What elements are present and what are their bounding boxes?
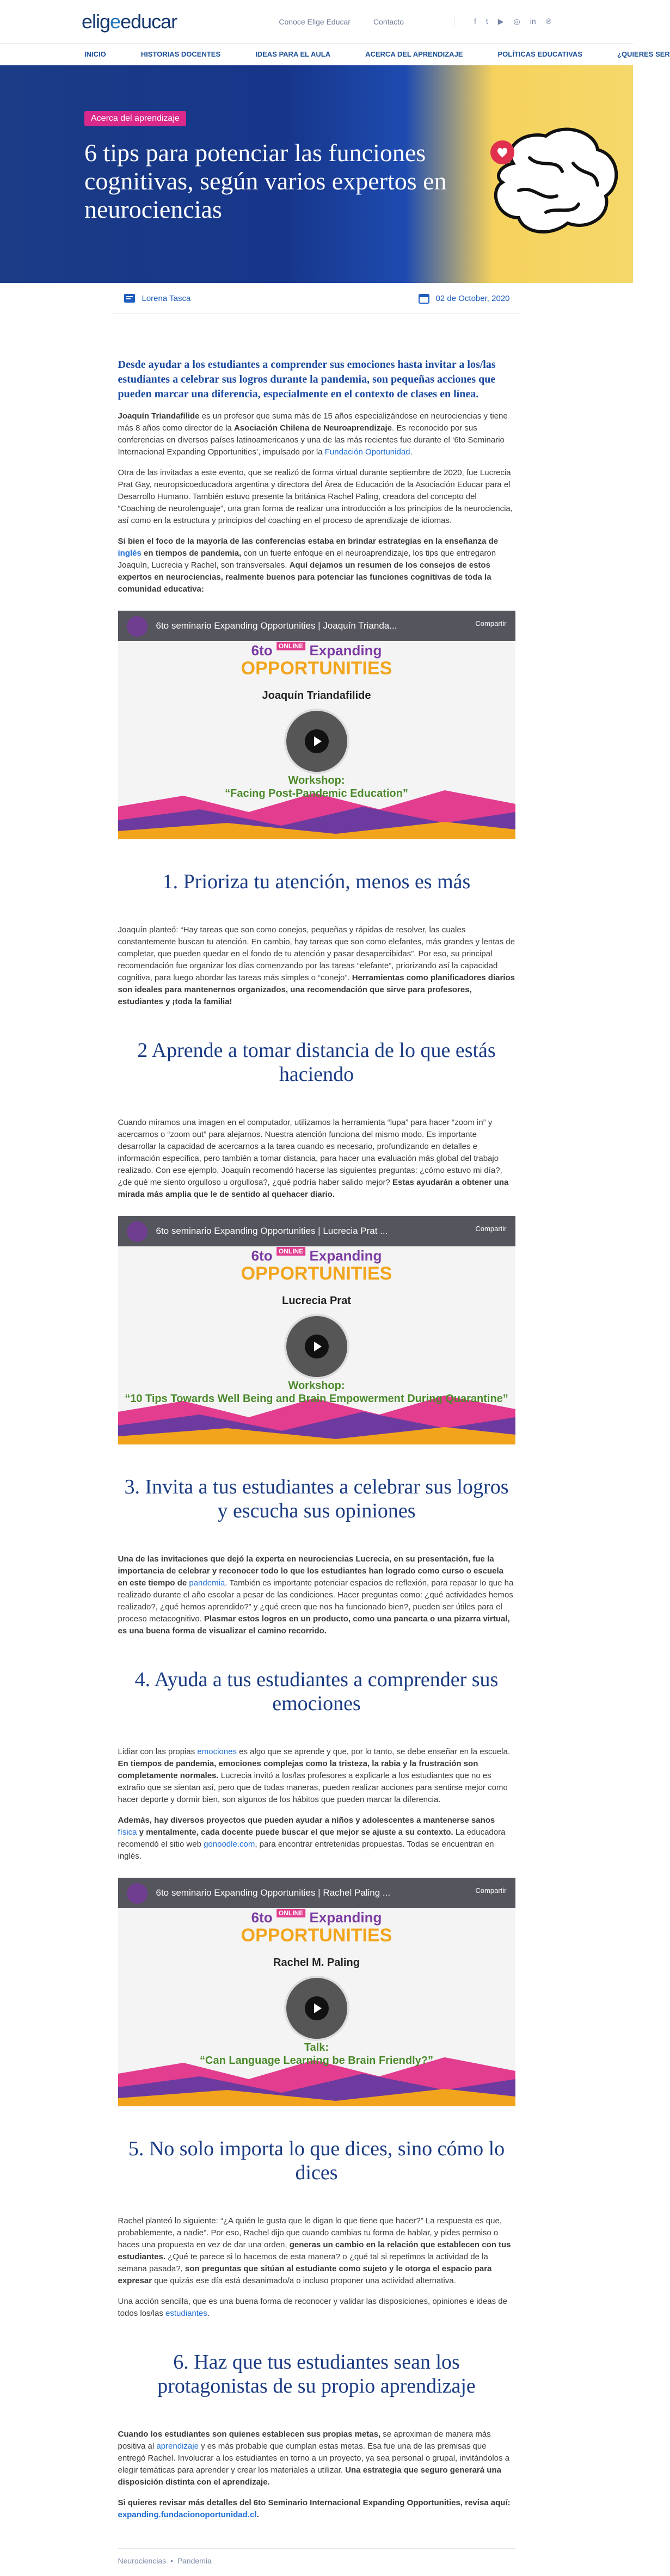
share-button[interactable]: Compartir: [475, 1225, 507, 1233]
facebook-icon[interactable]: f: [474, 17, 476, 26]
gonoodle-link[interactable]: gonoodle.com: [204, 1840, 255, 1849]
emociones-link[interactable]: emociones: [197, 1747, 237, 1756]
intro-paragraph-2: Otra de las invitadas a este evento, que se realizó de forma virtual durante septiembre de 2020, fue Lucrecia Prat Gay, neuropsicoeducadora argentina y directora del Área de Educación de la Asociación Educar para el Desarrollo Humano. También estuvo presente la británica Rachel Paling, creadora del concepto del “Coaching de neurolenguaje”, una gran forma de realizar una introducción a los principios de la neurociencia, así como en la estructura y principios del coaching en el proceso de aprendizaje de idiomas.: [118, 468, 513, 525]
publish-date: [419, 293, 510, 304]
calendar-icon: [419, 293, 429, 304]
video-player[interactable]: [118, 611, 515, 839]
play-button-icon[interactable]: [305, 1335, 329, 1358]
section-1-paragraph: Joaquín planteó: “Hay tareas que son como conejos, pequeñas y rápidas de resolver, las cuales constantemente buscan tu atención. En cambio, hay tareas que son como elefantes, más grandes y lentas de completar, que pueden quedar en el fondo de tu atención y pasar desapercibidas”. Por eso, su principal recomendación fue organizar los días comenzando por las tareas “elefante”, priorizando así la capacidad cognitiva, para luego abordar las tareas más simples o “conejo”. Herramientas como planificadores diarios son ideales para mantenernos organizados, una recomendación que sirve para profesores, estudiantes y ¡toda la familia!: [118, 925, 515, 1006]
intro-paragraph-3: Si bien el foco de la mayoría de las conferencias estaba en brindar estrategias en la enseñanza de inglés en tiempos de pandemia, con un fuerte enfoque en el neuroaprendizaje, los tips que entregaron Joaquín, Lucrecia y Rachel, son transversales. Aquí dejamos un resumen de los consejos de estos expertos en neurociencias, realmente buenos para potenciar las funciones cognitivas de toda la comunidad educativa:: [118, 537, 499, 594]
play-button-icon[interactable]: [305, 1996, 329, 2020]
workshop-title: Talk: “Can Language Learning be Brain Friendly?”: [200, 2042, 433, 2067]
section-6-paragraph-1: Cuando los estudiantes son quienes establecen sus propias metas, se aproximan de manera más positiva al aprendizaje y es más probable que cumplan estas metas. Esa fue una de las premisas que entregó Rachel. Involucrar a los estudiantes en torno a un proyecto, ya sea personal o grupal, invitándolos a elegir temáticas para aprender y crear los materiales a utilizar. Una estrategia que seguro generará una disposición distinta con el aprendizaje.: [118, 2430, 510, 2487]
section-heading-1: 1. Prioriza tu atención, menos es más: [162, 870, 471, 893]
speaker-name: Rachel M. Paling: [273, 1957, 360, 1969]
instagram-icon[interactable]: ◎: [513, 17, 520, 26]
speaker-name: Lucrecia Prat: [282, 1295, 351, 1307]
lead-paragraph: Desde ayudar a los estudiantes a comprender sus emociones hasta invitar a los/las estudiantes a celebrar sus logros durante la pandemia, son pequeñas acciones que pueden marcar una diferencia, especialmente en el contexto de clases en línea.: [118, 359, 496, 400]
nav-item-inicio[interactable]: INICIO: [84, 50, 106, 58]
video-player[interactable]: [118, 1216, 515, 1444]
section-3-paragraph: Una de las invitaciones que dejó la experta en neurociencias Lucrecia, en su presentación, fue la importancia de celebrar y reconocer todo lo que los estudiantes han logrado como curso o escuela en este tiempo de pandemia. También es importante potenciar espacios de reflexión, para repasar lo que ha realizado durante el año escolar a pesar de las condiciones. Hacer preguntas como: ¿qué actividades hemos realizado?, ¿qué hemos aprendido?” y ¿qué creen que nos ha funcionado bien?, pueden ser útiles para el proceso metacognitivo. Plasmar estos logros en un producto, como una pancarta o una pizarra virtual, es una buena forma de visualizar el camino recorrido.: [118, 1554, 514, 1636]
main-nav: [0, 44, 670, 65]
channel-avatar[interactable]: [127, 1221, 147, 1242]
nav-item-quieres-ser[interactable]: ¿QUIERES SER: [617, 50, 670, 58]
tag-list: Neurociencias • Pandemia: [118, 2548, 515, 2576]
section-heading-4: 4. Ayuda a tus estudiantes a comprender sus emociones: [134, 1668, 499, 1715]
tag-neurociencias[interactable]: Neurociencias: [118, 2556, 167, 2565]
nav-item-aprendizaje[interactable]: ACERCA DEL APRENDIZAJE: [365, 50, 463, 58]
date-text: 02 de October, 2020: [435, 293, 510, 303]
video-title[interactable]: 6to seminario Expanding Opportunities | Rachel Paling ...: [156, 1888, 391, 1898]
top-links: [279, 17, 551, 26]
video-player[interactable]: [118, 1878, 515, 2106]
video-title[interactable]: 6to seminario Expanding Opportunities | Joaquín Trianda...: [156, 620, 397, 631]
nav-item-ideas[interactable]: IDEAS PARA EL AULA: [255, 50, 331, 58]
estudiantes-link[interactable]: estudiantes: [165, 2309, 207, 2318]
contacto-link[interactable]: Contacto: [373, 17, 404, 26]
section-heading-5: 5. No solo importa lo que dices, sino cómo lo dices: [128, 2137, 505, 2184]
section-6-paragraph-2: Si quieres revisar más detalles del 6to Seminario Internacional Expanding Opportunities, revisa aquí: expanding.fundacionoportunidad.cl.: [118, 2498, 511, 2519]
brain-icon: [481, 125, 622, 239]
fundacion-link[interactable]: Fundación Oportunidad: [324, 447, 410, 457]
section-5-paragraph-1: Rachel planteó lo siguiente: “¿A quién le gusta que le digan lo que tiene que hacer?” La respuesta es que, probablemente, a nadie”. Por eso, Rachel dijo que cuando cambias tu forma de hablar, y pides permiso o haces una propuesta en vez de dar una orden, generas un cambio en la relación que establecen con tus estudiantes. ¿Qué te parece si lo hacemos de esta manera? o ¿qué tal si repetimos la actividad de la semana pasada?, son preguntas que sitúan al estudiante como sujeto y le otorga el espacio para expresar que quizás ese día está desanimado/a o incluso proponer una actividad alternativa.: [118, 2216, 511, 2285]
share-button[interactable]: Compartir: [475, 1886, 507, 1895]
event-logo: 6to $^{ONLINE}$ Expanding OPPORTUNITIES: [241, 1247, 392, 1284]
ingles-link[interactable]: inglés: [118, 549, 142, 558]
site-logo[interactable]: eligeeducar: [82, 10, 177, 33]
share-button[interactable]: Compartir: [475, 619, 507, 628]
category-badge[interactable]: Acerca del aprendizaje: [84, 111, 186, 126]
aprendizaje-link[interactable]: aprendizaje: [156, 2442, 199, 2451]
article-meta: [113, 283, 521, 314]
fisica-link[interactable]: física: [118, 1828, 137, 1837]
youtube-icon[interactable]: ▶: [497, 17, 504, 26]
tag-pandemia[interactable]: Pandemia: [177, 2556, 212, 2565]
top-bar: [0, 0, 633, 44]
conoce-link[interactable]: Conoce Elige Educar: [279, 17, 351, 26]
play-button-icon[interactable]: [305, 729, 329, 753]
event-logo: 6to $^{ONLINE}$ Expanding OPPORTUNITIES: [241, 1909, 392, 1946]
section-2-paragraph: Cuando miramos una imagen en el computador, utilizamos la herramienta “lupa” para hacer “zoom in” y acercarnos o “zoom out” para alejarnos. Nuestra atención funciona del mismo modo. Es importante desarrollar la capacidad de acercarnos a la tarea cuando es necesario, profundizando en detalles e información específica, pero también a tomar distancia, para hacer una evaluación más global del trabajo realizado. Con ese ejemplo, Joaquín recomendó hacerse las siguientes preguntas: ¿cómo estuvo mi día?, ¿de qué me siento orgulloso u orgullosa?, ¿qué podría haber salido mejor? Estas ayudarán a obtener una mirada más amplia que le de sentido al quehacer diario.: [118, 1118, 509, 1199]
expanding-link[interactable]: expanding.fundacionoportunidad.cl: [118, 2510, 257, 2519]
section-5-paragraph-2: Una acción sencilla, que es una buena forma de reconocer y validar las disposiciones, opiniones e ideas de todos los/las estudiantes.: [118, 2297, 507, 2318]
channel-avatar[interactable]: [127, 1883, 147, 1904]
event-logo: 6to $^{ONLINE}$ Expanding OPPORTUNITIES: [241, 642, 392, 679]
hero-banner: [0, 65, 633, 283]
speaker-name: Joaquín Triandafilide: [262, 690, 371, 702]
video-title[interactable]: 6to seminario Expanding Opportunities | Lucrecia Prat ...: [156, 1226, 388, 1236]
nav-item-historias[interactable]: HISTORIAS DOCENTES: [140, 50, 221, 58]
author-name[interactable]: Lorena Tasca: [142, 293, 191, 303]
section-4-paragraph-2: Además, hay diversos proyectos que pueden ayudar a niños y adolescentes a mantenerse sanos física y mentalmente, cada docente puede buscar el que mejor se ajuste a su contexto. La educadora recomendó el sitio web gonoodle.com, para encontrar entretenidas propuestas. Todas se encuentran en inglés.: [118, 1816, 506, 1861]
workshop-title: Workshop: “10 Tips Towards Well Being and Brain Empowerment During Quarantine”: [125, 1380, 508, 1405]
author-icon: [124, 293, 136, 303]
article-body: [118, 314, 515, 2576]
channel-avatar[interactable]: [127, 616, 147, 637]
social-links: [454, 17, 551, 26]
section-heading-3: 3. Invita a tus estudiantes a celebrar sus logros y escucha sus opiniones: [124, 1475, 509, 1522]
author[interactable]: [124, 293, 191, 303]
pinterest-icon[interactable]: ℗: [545, 17, 551, 26]
section-heading-2: 2 Aprende a tomar distancia de lo que estás haciendo: [137, 1039, 496, 1086]
workshop-title: Workshop: “Facing Post-Pandemic Education”: [225, 774, 408, 800]
section-4-paragraph-1: Lidiar con las propias emociones es algo que se aprende y que, por lo tanto, se debe enseñar en la escuela. En tiempos de pandemia, emociones complejas como la tristeza, la rabia y la frustración son completamente normales. Lucrecia invitó a los/las profesores a explicarle a los estudiantes que no es extraño que se sientan así, pero que de todas maneras, pueden realizar acciones para sentirse mejor como hacer deporte y dormir bien, son algunos de los hábitos que pueden marcar la diferencia.: [118, 1747, 510, 1804]
page-title: 6 tips para potenciar las funciones cognitivas, según varios expertos en neurociencias: [84, 139, 447, 223]
twitter-icon[interactable]: t: [485, 17, 488, 26]
section-heading-6: 6. Haz que tus estudiantes sean los protagonistas de su propio aprendizaje: [157, 2351, 476, 2397]
nav-item-politicas[interactable]: POLÍTICAS EDUCATIVAS: [497, 50, 582, 58]
pandemia-link[interactable]: pandemia: [189, 1578, 225, 1588]
linkedin-icon[interactable]: in: [530, 17, 536, 26]
intro-paragraph-1: Joaquín Triandafilide es un profesor que suma más de 15 años especializándose en neurociencias y tiene más 8 años como director de la Asociación Chilena de Neuroaprendizaje. Es reconocido por sus conferencias en diversos países latinoamericanos y una de las más recientes fue durante el ‘6to Seminario Internacional Expanding Opportunities’, impulsado por la Fundación Oportunidad.: [118, 411, 508, 457]
